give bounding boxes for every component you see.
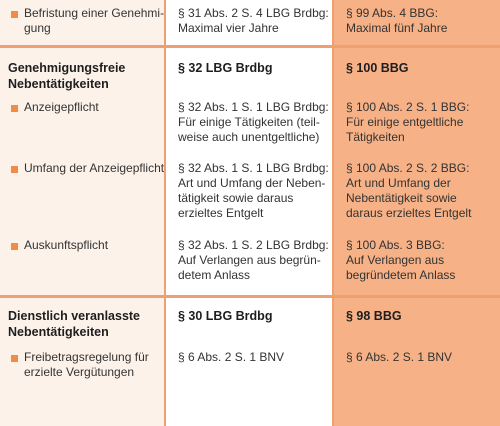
lbg-cell: § 32 Abs. 1 S. 1 LBG Brdbg: Für einige Tätigkeiten (teil- weise auch unentgeltliche) — [178, 100, 329, 144]
row-label: Auskunftspflicht — [24, 238, 109, 252]
column-divider — [332, 0, 334, 426]
bbg-cell: § 6 Abs. 2 S. 1 BNV — [346, 350, 453, 364]
section-lbg-reference: § 32 LBG Brdbg — [178, 61, 273, 75]
section-bbg-reference: § 98 BBG — [346, 309, 402, 323]
bbg-cell: § 100 Abs. 2 S. 2 BBG: Art und Umfang der Nebentätigkeit sowie daraus erzieltes Entgelt — [346, 161, 472, 220]
column-divider — [164, 0, 166, 426]
lbg-cell: § 6 Abs. 2 S. 1 BNV — [178, 350, 285, 364]
section-title: Genehmigungsfreie Nebentätigkeiten — [8, 61, 126, 91]
bullet-icon — [11, 105, 18, 112]
row-label: Anzeigepflicht — [24, 100, 99, 114]
section-divider — [0, 295, 500, 298]
section-divider — [0, 45, 500, 48]
bbg-cell: § 99 Abs. 4 BBG: Maximal fünf Jahre — [346, 6, 448, 35]
bullet-icon — [11, 11, 18, 18]
lbg-cell: § 31 Abs. 2 S. 4 LBG Brdbg: Maximal vier Jahre — [178, 6, 329, 35]
bbg-cell: § 100 Abs. 2 S. 1 BBG: Für einige entgeltliche Tätigkeiten — [346, 100, 470, 144]
bullet-icon — [11, 355, 18, 362]
bullet-icon — [11, 243, 18, 250]
row-label: Freibetragsregelung für erzielte Vergütungen — [24, 350, 149, 379]
section-title: Dienstlich veranlasste Nebentätigkeiten — [8, 309, 141, 339]
row-label: Befristung einer Genehmi- gung — [24, 6, 165, 35]
lbg-cell: § 32 Abs. 1 S. 1 LBG Brdbg: Art und Umfang der Neben- tätigkeit sowie daraus erzieltes Entgelt — [178, 161, 329, 220]
bullet-icon — [11, 166, 18, 173]
lbg-cell: § 32 Abs. 1 S. 2 LBG Brdbg: Auf Verlangen aus begrün- detem Anlass — [178, 238, 329, 282]
bbg-cell: § 100 Abs. 3 BBG: Auf Verlangen aus begründetem Anlass — [346, 238, 456, 282]
section-bbg-reference: § 100 BBG — [346, 61, 409, 75]
section-lbg-reference: § 30 LBG Brdbg — [178, 309, 273, 323]
row-label: Umfang der Anzeigepflicht — [24, 161, 165, 175]
